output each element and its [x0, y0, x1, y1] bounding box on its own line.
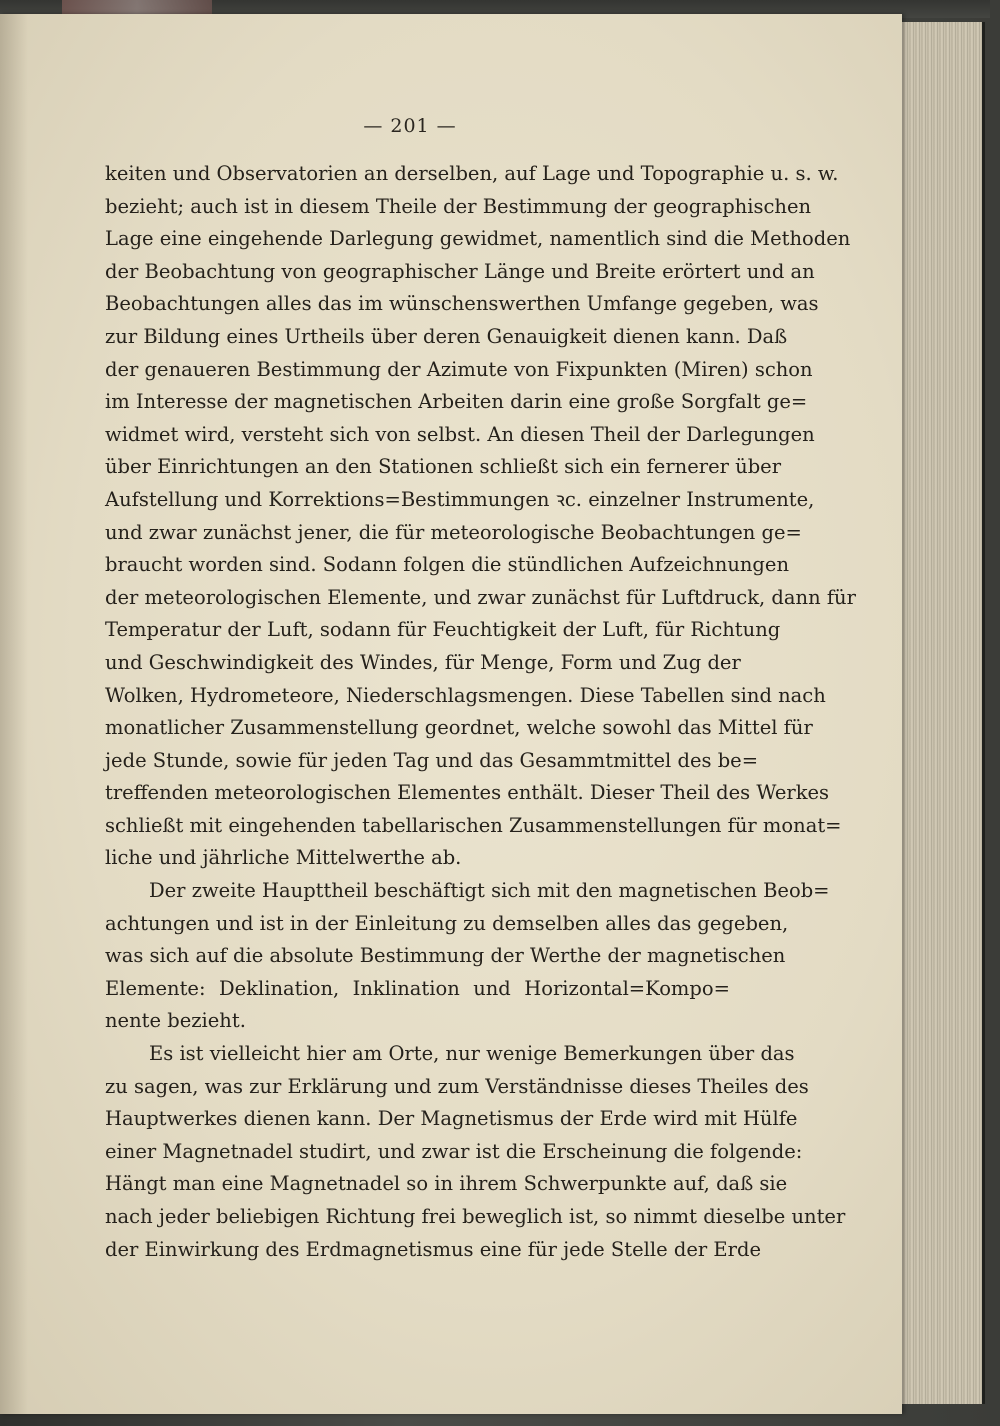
text-line: widmet wird, versteht sich von selbst. An diesen Theil der Darlegungen — [105, 422, 815, 446]
text-line: im Interesse der magnetischen Arbeiten darin eine große Sorgfalt ge= — [105, 390, 808, 414]
text-line: zu sagen, was zur Erklärung und zum Verständnisse dieses Theiles des — [105, 1074, 809, 1098]
text-line: Wolken, Hydrometeore, Niederschlagsmengen. Diese Tabellen sind nach — [105, 683, 826, 707]
text-line: monatlicher Zusammenstellung geordnet, welche sowohl das Mittel für — [105, 716, 813, 740]
text-line: der genaueren Bestimmung der Azimute von Fixpunkten (Miren) schon — [105, 357, 813, 381]
text-line: der Beobachtung von geographischer Länge und Breite erörtert und an — [105, 259, 815, 283]
text-line: Aufstellung und Korrektions=Bestimmungen ꝛc. einzelner Instrumente, — [105, 487, 815, 511]
body-text — [105, 158, 856, 1266]
text-line: Der zweite Haupttheil beschäftigt sich mit den magnetischen Beob= — [149, 879, 830, 903]
text-line: der meteorologischen Elemente, und zwar zunächst für Luftdruck, dann für — [105, 585, 856, 609]
text-line: was sich auf die absolute Bestimmung der Werthe der magnetischen — [105, 944, 786, 968]
text-line: keiten und Observatorien an derselben, auf Lage und Topographie u. s. w. — [105, 162, 839, 185]
page-stack-edges — [896, 22, 985, 1404]
text-line: einer Magnetnadel studirt, und zwar ist die Erscheinung die folgende: — [105, 1139, 803, 1163]
text-line: achtungen und ist in der Einleitung zu demselben alles das gegeben, — [105, 911, 789, 935]
text-line: treffenden meteorologischen Elementes enthält. Dieser Theil des Werkes — [105, 781, 830, 805]
text-line: liche und jährliche Mittelwerthe ab. — [105, 846, 462, 870]
text-line: Elemente: Deklination, Inklination und Horizontal=Kompo= — [105, 976, 730, 1000]
page-number: — 201 — — [363, 115, 457, 137]
text-line: braucht worden sind. Sodann folgen die stündlichen Aufzeichnungen — [105, 553, 790, 577]
text-line: über Einrichtungen an den Stationen schließt sich ein fernerer über — [105, 455, 782, 479]
text-line: zur Bildung eines Urtheils über deren Genauigkeit dienen kann. Daß — [105, 324, 788, 348]
text-line: Es ist vielleicht hier am Orte, nur wenige Bemerkungen über das — [149, 1042, 795, 1066]
text-line: nente bezieht. — [105, 1009, 246, 1033]
text-line: nach jeder beliebigen Richtung frei beweglich ist, so nimmt dieselbe unter — [105, 1205, 846, 1228]
text-line: jede Stunde, sowie für jeden Tag und das Gesammtmittel des be= — [105, 748, 759, 772]
book-page — [0, 14, 902, 1414]
text-line: Lage eine eingehende Darlegung gewidmet, namentlich sind die Methoden — [105, 227, 851, 251]
text-line: Hängt man eine Magnetnadel so in ihrem Schwerpunkte auf, daß sie — [105, 1172, 788, 1196]
text-line: schließt mit eingehenden tabellarischen Zusammenstellungen für monat= — [105, 813, 842, 837]
text-line: und Geschwindigkeit des Windes, für Menge, Form und Zug der — [105, 650, 741, 674]
text-line: Hauptwerkes dienen kann. Der Magnetismus der Erde wird mit Hülfe — [105, 1107, 798, 1131]
text-line: und zwar zunächst jener, die für meteorologische Beobachtungen ge= — [105, 520, 802, 544]
text-line: Temperatur der Luft, sodann für Feuchtigkeit der Luft, für Richtung — [105, 618, 781, 642]
text-line: Beobachtungen alles das im wünschenswerthen Umfange gegeben, was — [105, 292, 819, 316]
text-line: der Einwirkung des Erdmagnetismus eine für jede Stelle der Erde — [105, 1237, 761, 1261]
text-line: bezieht; auch ist in diesem Theile der Bestimmung der geographischen — [105, 194, 812, 218]
